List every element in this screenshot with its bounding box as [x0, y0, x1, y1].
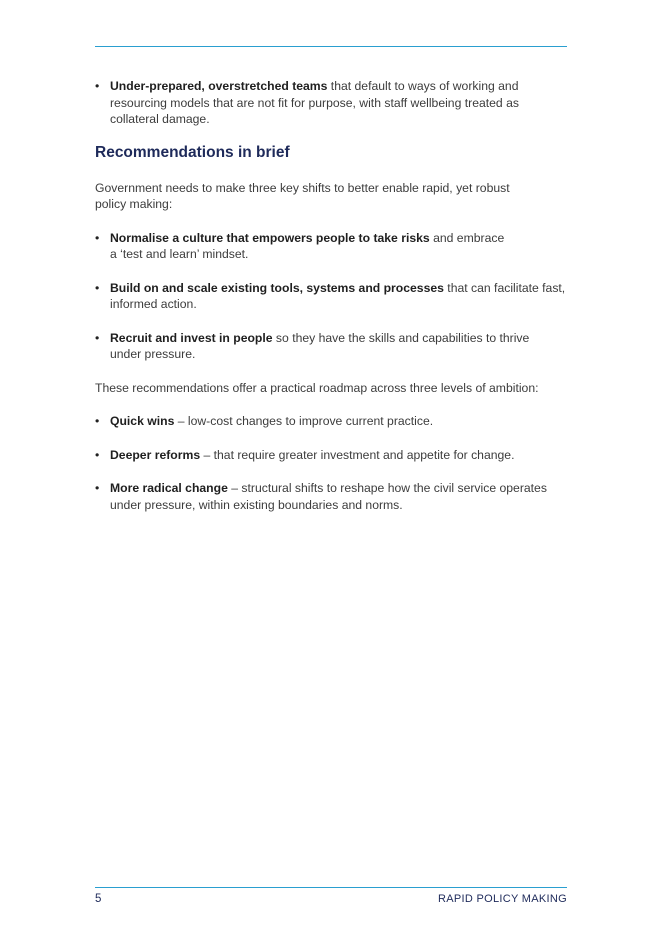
- bullet-item: [95, 230, 510, 263]
- bullet-icon: •: [95, 481, 100, 495]
- bullet-text: – low-cost changes to improve current practice.: [174, 414, 434, 428]
- section-heading: Recommendations in brief: [95, 143, 290, 161]
- bullet-bold: Recruit and invest in people: [110, 330, 273, 345]
- bullet-text: that can facilitate fast, informed action.: [110, 280, 566, 311]
- bullet-bold: Normalise a culture that empowers people to take risks: [110, 230, 430, 245]
- bullet-text: – structural shifts to reshape how the civil service operates under pressure, within existing boundaries and norms.: [110, 481, 547, 512]
- bullet-icon: •: [95, 230, 100, 245]
- bullet-item: [95, 330, 550, 363]
- lead-paragraph: Government needs to make three key shifts to better enable rapid, yet robust policy making:: [95, 180, 510, 211]
- bullet-text: and embrace a ‘test and learn’ mindset.: [110, 230, 505, 261]
- bullet-text: – that require greater investment and appetite for change.: [200, 447, 515, 462]
- bullet-item: [95, 280, 570, 313]
- bullet-icon: •: [95, 447, 100, 462]
- page-number: 5: [95, 893, 102, 905]
- bullet-icon: •: [95, 79, 100, 93]
- bullet-icon: •: [95, 280, 100, 295]
- bullet-bold: Quick wins: [110, 414, 175, 428]
- bullet-bold: Build on and scale existing tools, systems and processes: [110, 280, 444, 295]
- page-content: [95, 78, 566, 513]
- header-rule: [95, 46, 567, 47]
- bullet-text: so they have the skills and capabilities to thrive under pressure.: [110, 330, 530, 361]
- bullet-icon: •: [95, 330, 100, 345]
- bullet-bold: Under-prepared, overstretched teams: [110, 79, 328, 93]
- bullet-item: [95, 413, 555, 430]
- bullet-bold: Deeper reforms: [110, 447, 201, 462]
- bullet-item: [95, 480, 570, 513]
- bullet-item: [95, 78, 550, 128]
- footer-rule: [95, 887, 567, 888]
- levels-paragraph: These recommendations offer a practical roadmap across three levels of ambition:: [95, 380, 539, 395]
- bullet-text: that default to ways of working and resourcing models that are not fit for purpose, with staff wellbeing treated as collateral damage.: [110, 79, 519, 126]
- bullet-icon: •: [95, 414, 100, 428]
- bullet-bold: More radical change: [110, 481, 228, 495]
- running-footer-title: RAPID POLICY MAKING: [438, 893, 567, 905]
- bullet-item: [95, 447, 555, 464]
